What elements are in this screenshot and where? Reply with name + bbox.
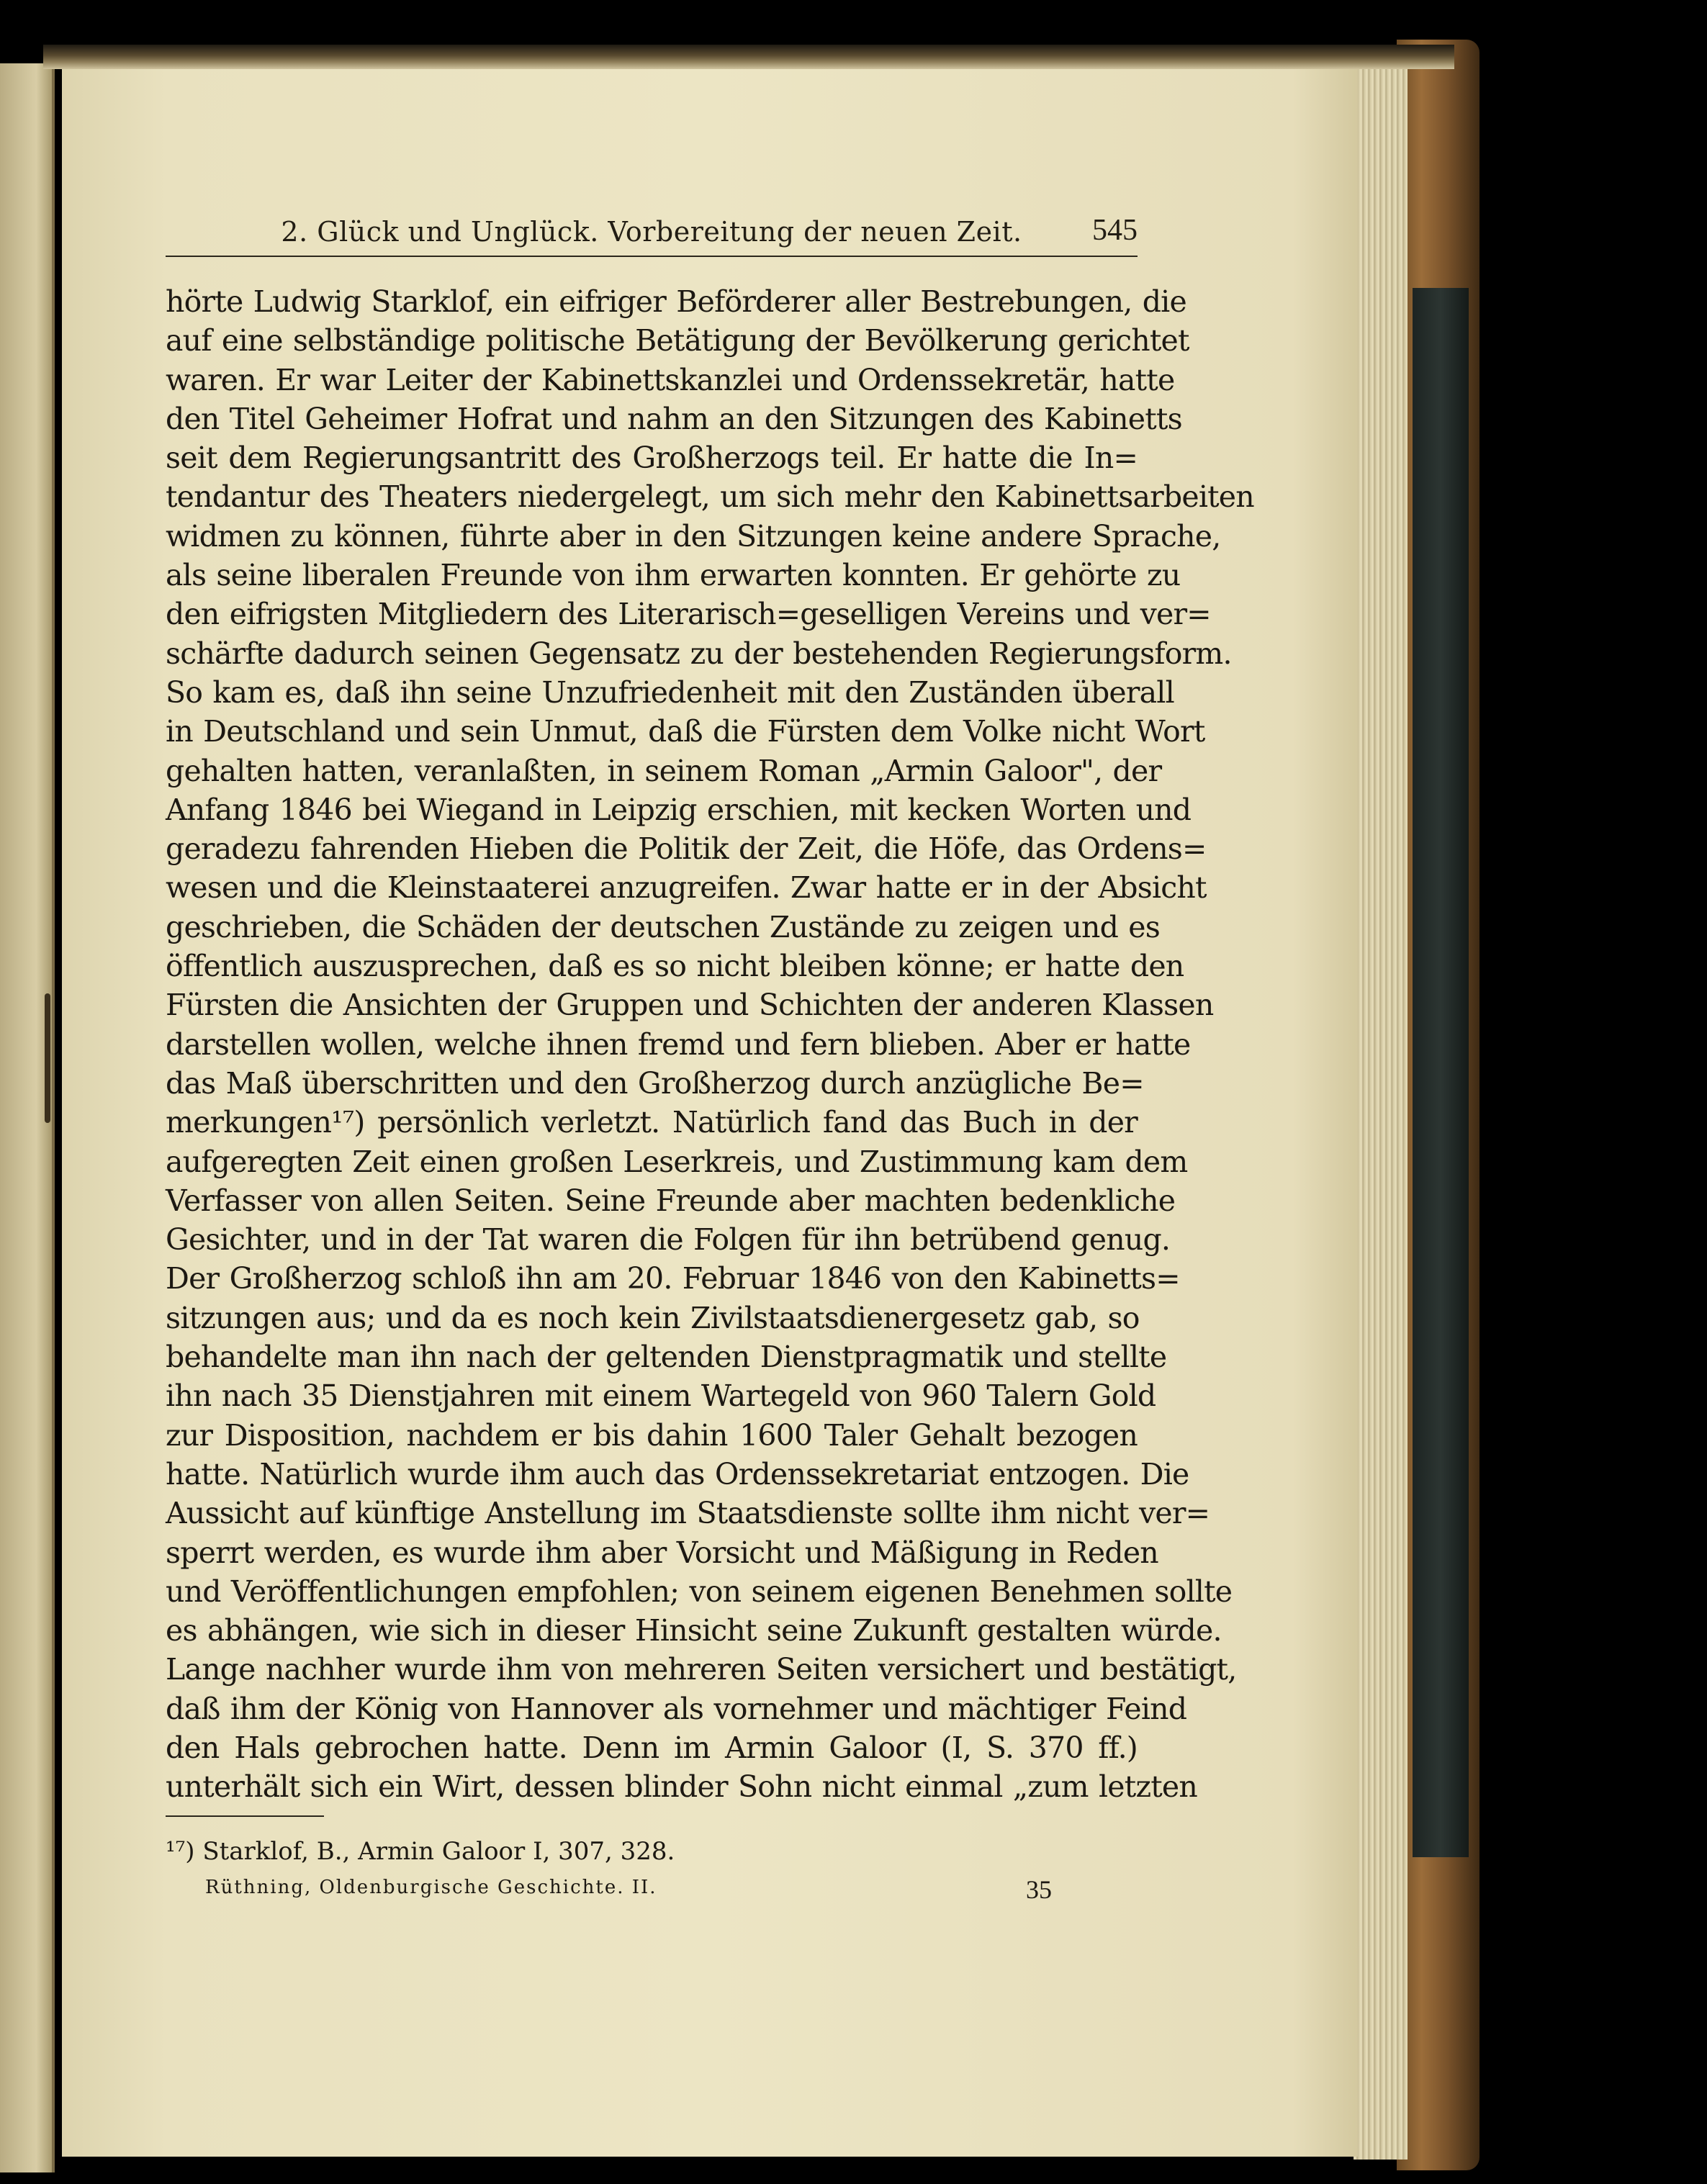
- sheet-number: 35: [1026, 1875, 1052, 1904]
- header-rule: [166, 256, 1138, 257]
- top-binding-edge: [43, 45, 1454, 69]
- text-line: Fürsten die Ansichten der Gruppen und Schichten der anderen Klassen: [166, 988, 1214, 1023]
- text-line: öffentlich auszusprechen, daß es so nicht bleiben könne; er hatte den: [166, 949, 1184, 984]
- text-line: auf eine selbständige politische Betätigung der Bevölkerung gerichtet: [166, 323, 1189, 358]
- text-line: schärfte dadurch seinen Gegensatz zu der bestehenden Regierungsform.: [166, 636, 1232, 671]
- text-line: Aussicht auf künftige Anstellung im Staatsdienste sollte ihm nicht ver=: [166, 1496, 1210, 1531]
- footnote-rule: [166, 1815, 324, 1817]
- text-line: behandelte man ihn nach der geltenden Dienstpragmatik und stellte: [166, 1340, 1167, 1375]
- left-page-shadow: [45, 993, 50, 1123]
- text-line: in Deutschland und sein Unmut, daß die Fürsten dem Volke nicht Wort: [166, 714, 1205, 749]
- text-line: Anfang 1846 bei Wiegand in Leipzig erschien, mit kecken Worten und: [166, 792, 1192, 827]
- text-line: ihn nach 35 Dienstjahren mit einem Wartegeld von 960 Talern Gold: [166, 1378, 1156, 1414]
- text-line: widmen zu können, führte aber in den Sitzungen keine andere Sprache,: [166, 518, 1221, 554]
- text-line: sperrt werden, es wurde ihm aber Vorsicht und Mäßigung in Reden: [166, 1535, 1158, 1570]
- text-line: und Veröffentlichungen empfohlen; von seinem eigenen Benehmen sollte: [166, 1574, 1233, 1609]
- spine-cloth-panel: [1413, 288, 1469, 1857]
- text-line: geradezu fahrenden Hieben die Politik der Zeit, die Höfe, das Ordens=: [166, 831, 1207, 867]
- page-edges: [1354, 58, 1408, 2160]
- text-line: hatte. Natürlich wurde ihm auch das Ordenssekretariat entzogen. Die: [166, 1456, 1189, 1492]
- page-number: 545: [1092, 214, 1138, 247]
- text-line: geschrieben, die Schäden der deutschen Zustände zu zeigen und es: [166, 909, 1160, 944]
- text-line: aufgeregten Zeit einen großen Leserkreis, und Zustimmung kam dem: [166, 1144, 1188, 1179]
- body-text: [166, 282, 1254, 1807]
- text-line: Verfasser von allen Seiten. Seine Freunde aber machten bedenkliche: [166, 1183, 1176, 1218]
- footnote: ¹⁷) Starklof, B., Armin Galoor I, 307, 328.: [166, 1837, 675, 1866]
- text-line: Gesichter, und in der Tat waren die Folgen für ihn betrübend genug.: [166, 1222, 1171, 1258]
- text-line: seit dem Regierungsantritt des Großherzogs teil. Er hatte die In=: [166, 441, 1138, 476]
- text-line: den Hals gebrochen hatte. Denn im Armin Galoor (I, S. 370 ff.): [166, 1730, 1138, 1765]
- text-line: als seine liberalen Freunde von ihm erwarten konnten. Er gehörte zu: [166, 558, 1181, 593]
- text-line: unterhält sich ein Wirt, dessen blinder Sohn nicht einmal „zum letzten: [166, 1769, 1197, 1805]
- text-line: hörte Ludwig Starklof, ein eifriger Beförderer aller Bestrebungen, die: [166, 284, 1186, 319]
- text-line: Lange nachher wurde ihm von mehreren Seiten versichert und bestätigt,: [166, 1652, 1237, 1687]
- running-head: [166, 216, 1138, 259]
- text-line: merkungen¹⁷) persönlich verletzt. Natürlich fand das Buch in der: [166, 1105, 1138, 1140]
- running-head-title: 2. Glück und Unglück. Vorbereitung der neuen Zeit.: [281, 216, 1022, 248]
- text-line: den Titel Geheimer Hofrat und nahm an den Sitzungen des Kabinetts: [166, 401, 1182, 436]
- text-line: wesen und die Kleinstaaterei anzugreifen. Zwar hatte er in der Absicht: [166, 870, 1207, 906]
- text-line: es abhängen, wie sich in dieser Hinsicht seine Zukunft gestalten würde.: [166, 1613, 1222, 1648]
- text-line: gehalten hatten, veranlaßten, in seinem Roman „Armin Galoor", der: [166, 753, 1162, 788]
- text-line: So kam es, daß ihn seine Unzufriedenheit mit den Zuständen überall: [166, 674, 1174, 710]
- text-line: Der Großherzog schloß ihn am 20. Februar 1846 von den Kabinetts=: [166, 1261, 1180, 1296]
- text-line: daß ihm der König von Hannover als vornehmer und mächtiger Feind: [166, 1691, 1187, 1726]
- text-line: sitzungen aus; und da es noch kein Zivilstaatsdienergesetz gab, so: [166, 1300, 1140, 1335]
- text-line: darstellen wollen, welche ihnen fremd und fern blieben. Aber er hatte: [166, 1026, 1191, 1062]
- text-line: zur Disposition, nachdem er bis dahin 1600 Taler Gehalt bezogen: [166, 1417, 1138, 1453]
- text-line: tendantur des Theaters niedergelegt, um sich mehr den Kabinettsarbeiten: [166, 479, 1254, 515]
- text-line: das Maß überschritten und den Großherzog durch anzügliche Be=: [166, 1065, 1144, 1101]
- text-line: waren. Er war Leiter der Kabinettskanzlei und Ordenssekretär, hatte: [166, 362, 1175, 397]
- printer-signature: Rüthning, Oldenburgische Geschichte. II.: [205, 1877, 657, 1898]
- text-line: den eifrigsten Mitgliedern des Literarisch=geselligen Vereins und ver=: [166, 597, 1211, 632]
